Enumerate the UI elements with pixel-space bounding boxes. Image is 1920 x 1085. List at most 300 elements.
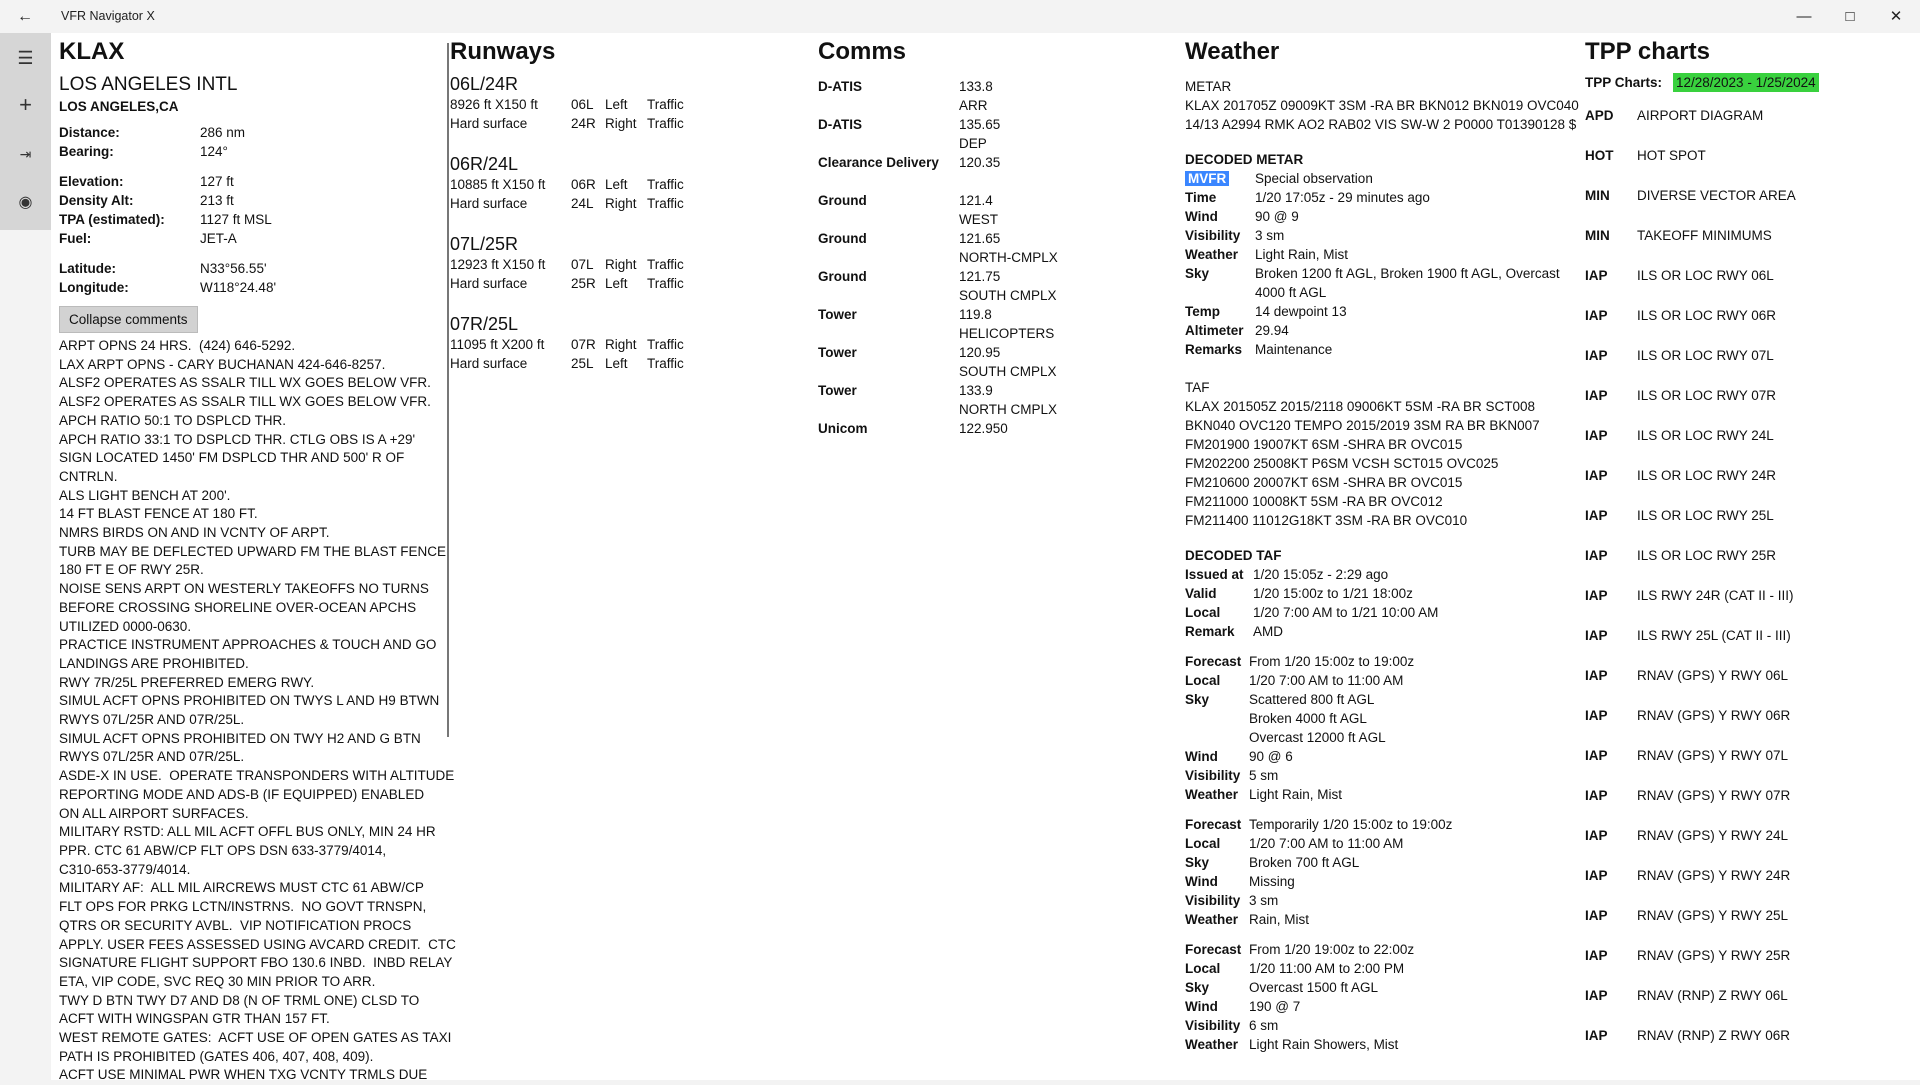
runway-dims: 12923 ft X150 ft xyxy=(450,257,546,272)
airport-ident: KLAX xyxy=(59,38,125,65)
comm-item[interactable] xyxy=(818,77,1148,115)
forecast-row xyxy=(1185,690,1585,709)
chart-type: HOT xyxy=(1585,147,1614,163)
info-value: JET-A xyxy=(200,231,237,246)
runway-id: 06R/24L xyxy=(450,154,519,174)
comm-frequency: 121.4 xyxy=(959,193,993,208)
decoded-taf-label: DECODED TAF xyxy=(1185,548,1282,563)
comment-line: APCH RATIO 50:1 TO DSPLCD THR. xyxy=(59,412,287,428)
tpp-chart-item[interactable] xyxy=(1585,895,1915,935)
info-label: Bearing: xyxy=(59,144,114,159)
comm-item[interactable] xyxy=(818,343,1148,381)
metar-decoded-row xyxy=(1185,321,1585,340)
forecast-label: Sky xyxy=(1185,692,1210,707)
forecast-label: Visibility xyxy=(1185,1018,1241,1033)
taf-field-label: Remark xyxy=(1185,624,1235,639)
tpp-chart-item[interactable] xyxy=(1585,175,1915,215)
tpp-chart-item[interactable] xyxy=(1585,255,1915,295)
info-label: Density Alt: xyxy=(59,193,134,208)
forecast-label xyxy=(1185,728,1249,747)
runway-dims: 8926 ft X150 ft xyxy=(450,97,538,112)
tpp-chart-item[interactable] xyxy=(1585,575,1915,615)
comm-frequency: 122.950 xyxy=(959,421,1008,436)
taf-field-value: AMD xyxy=(1253,624,1283,639)
taf-field-value: 1/20 15:00z to 1/21 18:00z xyxy=(1253,586,1413,601)
metar-field-label: Remarks xyxy=(1185,342,1243,357)
forecast-value: 1/20 11:00 AM to 2:00 PM xyxy=(1249,961,1405,976)
comm-item[interactable] xyxy=(818,419,1148,457)
runway-dims: 11095 ft X200 ft xyxy=(450,337,545,352)
comment-line: ACFT USE MINIMAL PWR WHEN TXG VCNTY TRMLS DUE xyxy=(59,1067,428,1083)
forecast-value: 1/20 7:00 AM to 11:00 AM xyxy=(1249,673,1404,688)
chart-name: HOT SPOT xyxy=(1637,147,1706,163)
column-divider[interactable] xyxy=(447,43,449,737)
forecast-value: Rain, Mist xyxy=(1249,912,1310,927)
metar-raw-text xyxy=(1185,96,1585,134)
comment-line: NMRS BIRDS ON AND IN VCNTY OF ARPT. xyxy=(59,525,330,541)
comm-item[interactable] xyxy=(818,115,1148,153)
forecast-label: Local xyxy=(1185,961,1221,976)
forecast-value: Broken 4000 ft AGL xyxy=(1249,711,1367,726)
runway-line xyxy=(450,255,790,274)
comment-line: TURB MAY BE DEFLECTED UPWARD FM THE BLAST FENCE xyxy=(59,543,447,559)
comm-note: HELICOPTERS xyxy=(959,326,1055,341)
info-value: W118°24.48' xyxy=(200,280,277,295)
back-arrow-icon[interactable]: ← xyxy=(17,8,33,25)
comment-line: ALS LIGHT BENCH AT 200'. xyxy=(59,487,231,503)
comm-name: Clearance Delivery xyxy=(818,155,939,170)
direct-to-icon[interactable]: ⇥ xyxy=(19,146,32,162)
comment-line: WEST REMOTE GATES: ACFT USE OF OPEN GATES AS TAXI xyxy=(59,1030,452,1046)
taf-line: FM211400 11012G18KT 3SM -RA BR OVC010 xyxy=(1185,513,1468,528)
runway-pattern-side: Right xyxy=(605,337,637,352)
runway-pattern-type: Traffic xyxy=(647,177,684,192)
forecast-value: Scattered 800 ft AGL xyxy=(1249,692,1375,707)
minimize-icon[interactable]: — xyxy=(1796,8,1812,25)
taf-forecast-period xyxy=(1185,940,1585,1054)
forecast-label: Sky xyxy=(1185,980,1210,995)
metar-decoded-row xyxy=(1185,207,1585,226)
runways-column xyxy=(450,33,790,393)
tpp-chart-item[interactable] xyxy=(1585,855,1915,895)
comment-line: SIMUL ACFT OPNS PROHIBITED ON TWY H2 AND G BTN xyxy=(59,730,421,746)
taf-line: FM210600 20007KT 6SM -SHRA BR OVC015 xyxy=(1185,475,1463,490)
comment-line: ALSF2 OPERATES AS SSALR TILL WX GOES BELOW VFR. xyxy=(59,375,431,391)
chart-type: IAP xyxy=(1585,947,1608,963)
runway-end: 07R xyxy=(571,337,596,352)
taf-raw-text xyxy=(1185,397,1585,530)
runway-line xyxy=(450,114,790,133)
taf-label: TAF xyxy=(1185,380,1210,395)
metar-field-label: Wind xyxy=(1185,209,1218,224)
chart-type: IAP xyxy=(1585,787,1608,803)
comm-note: NORTH CMPLX xyxy=(959,402,1058,417)
comment-line: UTILIZED 0000-0630. xyxy=(59,618,192,634)
comment-line: QTRS OR SECURITY AVBL. VIP NOTIFICATION PROCS xyxy=(59,917,412,933)
comm-item[interactable] xyxy=(818,153,1148,191)
comm-name: Ground xyxy=(818,193,867,208)
forecast-row xyxy=(1185,1016,1585,1035)
metar-category-desc: Special observation xyxy=(1255,171,1373,186)
forecast-row xyxy=(1185,709,1585,728)
runway-line xyxy=(450,335,790,354)
runway-end: 07L xyxy=(571,257,594,272)
forecast-row xyxy=(1185,766,1585,785)
chart-type: IAP xyxy=(1585,507,1608,523)
comm-name: Ground xyxy=(818,269,867,284)
comment-line: ALSF2 OPERATES AS SSALR TILL WX GOES BELOW VFR. xyxy=(59,394,431,410)
tpp-chart-item[interactable] xyxy=(1585,335,1915,375)
chart-type: IAP xyxy=(1585,307,1608,323)
comment-line: ETA, VIP CODE, SVC REQ 30 MIN PRIOR TO ARR. xyxy=(59,973,376,989)
chart-type: IAP xyxy=(1585,827,1608,843)
runway-pattern-type: Traffic xyxy=(647,257,684,272)
chart-name: ILS OR LOC RWY 06L xyxy=(1637,267,1774,283)
tpp-chart-item[interactable] xyxy=(1585,215,1915,255)
taf-line: FM202200 25008KT P6SM VCSH SCT015 OVC025 xyxy=(1185,456,1499,471)
metar-field-label: Temp xyxy=(1185,304,1221,319)
comm-note: SOUTH CMPLX xyxy=(959,288,1057,303)
comment-line: SIGNATURE FLIGHT SUPPORT FBO 130.6 INBD. INBD RELAY xyxy=(59,955,453,971)
window-title: VFR Navigator X xyxy=(61,9,155,23)
forecast-value: Overcast 1500 ft AGL xyxy=(1249,980,1379,995)
collapse-comments-button[interactable]: Collapse comments xyxy=(59,306,198,333)
runway-pattern-side: Left xyxy=(605,97,628,112)
metar-field-value: 29.94 xyxy=(1255,323,1289,338)
airport-city: LOS ANGELES,CA xyxy=(59,99,179,114)
runway-item[interactable] xyxy=(450,313,790,373)
forecast-row xyxy=(1185,747,1585,766)
comm-item[interactable] xyxy=(818,191,1148,229)
chart-name: RNAV (GPS) Y RWY 25L xyxy=(1637,907,1789,923)
runway-item[interactable] xyxy=(450,233,790,293)
runway-pattern-type: Traffic xyxy=(647,196,684,211)
comms-list xyxy=(818,77,1148,457)
forecast-value: From 1/20 15:00z to 19:00z xyxy=(1249,654,1415,669)
comm-frequency: 120.95 xyxy=(959,345,1001,360)
comment-line: APCH RATIO 33:1 TO DSPLCD THR. CTLG OBS IS A +29' xyxy=(59,431,416,447)
runway-pattern-side: Right xyxy=(605,196,637,211)
comment-line: REPORTING MODE AND ADS-B (IF EQUIPPED) ENABLED xyxy=(59,786,425,802)
forecast-label: Forecast xyxy=(1185,942,1242,957)
info-row xyxy=(59,172,439,191)
comment-line: RWYS 07L/25R AND 07R/25L. xyxy=(59,712,245,728)
chart-type: IAP xyxy=(1585,587,1608,603)
tpp-charts-label: TPP Charts: xyxy=(1585,75,1663,90)
metar-line: KLAX 201705Z 09009KT 3SM -RA BR BKN012 BKN019 OVC040 xyxy=(1185,98,1579,113)
metar-field-label: Altimeter xyxy=(1185,323,1244,338)
metar-decoded-list xyxy=(1185,188,1585,359)
comment-line: ASDE-X IN USE. OPERATE TRANSPONDERS WITH ALTITUDE xyxy=(59,768,455,784)
comment-line: LANDINGS ARE PROHIBITED. xyxy=(59,655,249,671)
forecast-value: Missing xyxy=(1249,874,1295,889)
close-icon[interactable]: ✕ xyxy=(1889,8,1903,25)
airport-name: LOS ANGELES INTL xyxy=(59,74,238,95)
comms-column xyxy=(818,33,1148,457)
taf-field-value: 1/20 15:05z - 2:29 ago xyxy=(1253,567,1389,582)
comm-name: Tower xyxy=(818,307,857,322)
info-label: TPA (estimated): xyxy=(59,212,165,227)
info-row xyxy=(59,123,439,142)
tpp-chart-item[interactable] xyxy=(1585,775,1915,815)
airport-info-list xyxy=(59,123,439,297)
taf-header-list xyxy=(1185,565,1585,641)
forecast-value: 5 sm xyxy=(1249,768,1279,783)
forecast-value: 6 sm xyxy=(1249,1018,1279,1033)
chart-type: APD xyxy=(1585,107,1614,123)
plus-icon[interactable]: + xyxy=(19,92,32,117)
runway-line xyxy=(450,274,790,293)
comm-item[interactable] xyxy=(818,305,1148,343)
runway-line xyxy=(450,95,790,114)
forecast-label: Visibility xyxy=(1185,768,1241,783)
decoded-metar-label: DECODED METAR xyxy=(1185,152,1304,167)
runway-pattern-type: Traffic xyxy=(647,276,684,291)
comm-frequency: 120.35 xyxy=(959,155,1001,170)
runway-id: 07R/25L xyxy=(450,314,519,334)
runway-pattern-side: Left xyxy=(605,276,628,291)
comment-line: MILITARY RSTD: ALL MIL ACFT OFFL BUS ONLY, MIN 24 HR xyxy=(59,824,436,840)
chart-name: RNAV (RNP) Z RWY 06R xyxy=(1637,1027,1791,1043)
comment-line: PPR. CTC 61 ABW/CP FLT OPS DSN 633-3779/4014, xyxy=(59,842,387,858)
forecast-value: 1/20 7:00 AM to 11:00 AM xyxy=(1249,836,1404,851)
tpp-date-range: 12/28/2023 - 1/25/2024 xyxy=(1673,73,1819,92)
title-bar xyxy=(0,0,1920,33)
chart-type: IAP xyxy=(1585,347,1608,363)
forecast-value: 190 @ 7 xyxy=(1249,999,1301,1014)
chart-name: RNAV (GPS) Y RWY 06L xyxy=(1637,667,1789,683)
tpp-chart-item[interactable] xyxy=(1585,535,1915,575)
chart-name: RNAV (GPS) Y RWY 25R xyxy=(1637,947,1791,963)
comment-line: PATH IS PROHIBITED (GATES 406, 407, 408, 409). xyxy=(59,1048,374,1064)
metar-field-value: Light Rain, Mist xyxy=(1255,247,1349,262)
forecast-row xyxy=(1185,940,1585,959)
chart-type: IAP xyxy=(1585,707,1608,723)
runway-pattern-type: Traffic xyxy=(647,116,684,131)
target-icon[interactable]: ◉ xyxy=(18,194,33,211)
chart-type: IAP xyxy=(1585,547,1608,563)
forecast-label: Wind xyxy=(1185,749,1218,764)
runway-pattern-type: Traffic xyxy=(647,356,684,371)
taf-header-row xyxy=(1185,584,1585,603)
forecast-label: Sky xyxy=(1185,855,1210,870)
forecast-row xyxy=(1185,834,1585,853)
taf-line: FM201900 19007KT 6SM -SHRA BR OVC015 xyxy=(1185,437,1463,452)
tpp-chart-item[interactable] xyxy=(1585,455,1915,495)
forecast-row xyxy=(1185,959,1585,978)
comm-note: WEST xyxy=(959,212,998,227)
tpp-chart-item[interactable] xyxy=(1585,495,1915,535)
chart-type: MIN xyxy=(1585,227,1610,243)
forecast-label: Visibility xyxy=(1185,893,1241,908)
airport-detail-page xyxy=(51,33,1920,1083)
comm-note: ARR xyxy=(959,98,988,113)
runways-heading: Runways xyxy=(450,38,556,65)
comm-name: Unicom xyxy=(818,421,868,436)
tpp-chart-item[interactable] xyxy=(1585,735,1915,775)
comm-name: D-ATIS xyxy=(818,117,862,132)
runway-end: 25L xyxy=(571,356,594,371)
runway-pattern-side: Left xyxy=(605,177,628,192)
tpp-chart-item[interactable] xyxy=(1585,415,1915,455)
comm-frequency: 121.75 xyxy=(959,269,1001,284)
chart-name: AIRPORT DIAGRAM xyxy=(1637,107,1764,123)
chart-name: ILS RWY 24R (CAT II - III) xyxy=(1637,587,1794,603)
forecast-row xyxy=(1185,785,1585,804)
info-value: N33°56.55' xyxy=(200,261,267,276)
comment-line: 14 FT BLAST FENCE AT 180 FT. xyxy=(59,506,258,522)
chart-type: IAP xyxy=(1585,667,1608,683)
chart-type: IAP xyxy=(1585,867,1608,883)
comment-line: RWY 7R/25L PREFERRED EMERG RWY. xyxy=(59,674,315,690)
comment-line: APPLY. USER FEES ASSESSED USING AVCARD CREDIT. CTC xyxy=(59,936,456,952)
taf-header-row xyxy=(1185,622,1585,641)
chart-type: IAP xyxy=(1585,907,1608,923)
runway-end: 24R xyxy=(571,116,596,131)
chart-name: RNAV (GPS) Y RWY 07R xyxy=(1637,787,1791,803)
runway-id: 06L/24R xyxy=(450,74,519,94)
info-row xyxy=(59,259,439,278)
forecast-row xyxy=(1185,853,1585,872)
comm-frequency: 135.65 xyxy=(959,117,1001,132)
info-value: 127 ft xyxy=(200,174,234,189)
runway-id: 07L/25R xyxy=(450,234,519,254)
forecast-row xyxy=(1185,910,1585,929)
comment-line: C310-653-3779/4014. xyxy=(59,861,191,877)
chart-name: ILS OR LOC RWY 25R xyxy=(1637,547,1777,563)
metar-field-value: 14 dewpoint 13 xyxy=(1255,304,1347,319)
chart-name: TAKEOFF MINIMUMS xyxy=(1637,227,1772,243)
forecast-value: Broken 700 ft AGL xyxy=(1249,855,1360,870)
metar-decoded-row xyxy=(1185,226,1585,245)
tpp-chart-item[interactable] xyxy=(1585,135,1915,175)
runway-end: 25R xyxy=(571,276,596,291)
taf-field-value: 1/20 7:00 AM to 1/21 10:00 AM xyxy=(1253,605,1439,620)
runway-item[interactable] xyxy=(450,73,790,133)
chart-name: RNAV (GPS) Y RWY 24R xyxy=(1637,867,1791,883)
tpp-chart-item[interactable] xyxy=(1585,975,1915,1015)
forecast-row xyxy=(1185,997,1585,1016)
info-row xyxy=(59,142,439,161)
runway-end: 06L xyxy=(571,97,594,112)
metar-decoded-row xyxy=(1185,245,1585,264)
metar-decoded-row xyxy=(1185,340,1585,359)
metar-field-label: Sky xyxy=(1185,266,1210,281)
forecast-row xyxy=(1185,872,1585,891)
comment-line: BEFORE CROSSING SHORELINE OVER-OCEAN APCHS xyxy=(59,599,417,615)
chart-name: ILS OR LOC RWY 07L xyxy=(1637,347,1774,363)
chart-name: RNAV (RNP) Z RWY 06L xyxy=(1637,987,1788,1003)
info-row xyxy=(59,278,439,297)
metar-field-value: 3 sm xyxy=(1255,228,1285,243)
tpp-column xyxy=(1585,33,1915,1055)
taf-line: KLAX 201505Z 2015/2118 09006KT 5SM -RA BR SCT008 xyxy=(1185,399,1535,414)
forecast-label: Weather xyxy=(1185,1037,1239,1052)
comm-frequency: 121.65 xyxy=(959,231,1001,246)
forecast-value: Light Rain Showers, Mist xyxy=(1249,1037,1399,1052)
metar-field-label: Visibility xyxy=(1185,228,1241,243)
taf-line: BKN040 OVC120 TEMPO 2015/2019 3SM RA BR BKN007 xyxy=(1185,418,1540,433)
chart-name: DIVERSE VECTOR AREA xyxy=(1637,187,1796,203)
chart-type: IAP xyxy=(1585,267,1608,283)
runway-pattern-side: Right xyxy=(605,116,637,131)
forecast-label: Local xyxy=(1185,836,1221,851)
weather-column xyxy=(1185,33,1585,1054)
comm-name: Tower xyxy=(818,383,857,398)
hamburger-menu-icon[interactable]: ☰ xyxy=(17,48,34,68)
forecast-row xyxy=(1185,652,1585,671)
chart-name: RNAV (GPS) Y RWY 24L xyxy=(1637,827,1789,843)
tpp-chart-item[interactable] xyxy=(1585,935,1915,975)
tpp-chart-item[interactable] xyxy=(1585,615,1915,655)
info-row xyxy=(59,191,439,210)
comm-item[interactable] xyxy=(818,381,1148,419)
taf-field-label: Local xyxy=(1185,605,1221,620)
tpp-chart-item[interactable] xyxy=(1585,375,1915,415)
comm-frequency: 119.8 xyxy=(959,307,992,322)
runway-surface: Hard surface xyxy=(450,276,528,291)
forecast-label: Wind xyxy=(1185,874,1218,889)
forecast-value: Light Rain, Mist xyxy=(1249,787,1343,802)
tpp-chart-item[interactable] xyxy=(1585,1015,1915,1055)
tpp-chart-item[interactable] xyxy=(1585,95,1915,135)
comment-line: MILITARY AF: ALL MIL AIRCREWS MUST CTC 61 ABW/CP xyxy=(59,880,424,896)
chart-type: MIN xyxy=(1585,187,1610,203)
comm-note: SOUTH CMPLX xyxy=(959,364,1057,379)
tpp-chart-item[interactable] xyxy=(1585,695,1915,735)
comment-line: ARPT OPNS 24 HRS. (424) 646-5292. xyxy=(59,338,296,353)
forecast-label: Weather xyxy=(1185,912,1239,927)
forecast-label: Forecast xyxy=(1185,817,1242,832)
comment-line: SIGN LOCATED 1450' FM DSPLCD THR AND 500' R OF xyxy=(59,450,405,466)
runway-item[interactable] xyxy=(450,153,790,213)
tpp-chart-item[interactable] xyxy=(1585,655,1915,695)
taf-forecast-period xyxy=(1185,815,1585,929)
runway-surface: Hard surface xyxy=(450,116,528,131)
info-value: 1127 ft MSL xyxy=(200,212,272,227)
runway-end: 24L xyxy=(571,196,594,211)
maximize-icon[interactable]: □ xyxy=(1845,8,1855,25)
comm-note: NORTH-CMPLX xyxy=(959,250,1058,265)
airport-info-column xyxy=(59,33,456,1085)
chart-type: IAP xyxy=(1585,987,1608,1003)
info-label: Fuel: xyxy=(59,231,92,246)
comms-heading: Comms xyxy=(818,38,907,65)
forecast-value: 3 sm xyxy=(1249,893,1279,908)
forecast-value: Overcast 12000 ft AGL xyxy=(1249,730,1386,745)
airport-comments xyxy=(59,337,456,1085)
tpp-chart-item[interactable] xyxy=(1585,295,1915,335)
chart-name: ILS OR LOC RWY 07R xyxy=(1637,387,1777,403)
comment-line: ON ALL AIRPORT SURFACES. xyxy=(59,805,249,821)
metar-decoded-row xyxy=(1185,302,1585,321)
forecast-row xyxy=(1185,815,1585,834)
tpp-chart-item[interactable] xyxy=(1585,815,1915,855)
comm-item[interactable] xyxy=(818,229,1148,267)
runway-pattern-type: Traffic xyxy=(647,337,684,352)
info-label: Longitude: xyxy=(59,280,129,295)
chart-name: ILS RWY 25L (CAT II - III) xyxy=(1637,627,1791,643)
metar-field-value: 90 @ 9 xyxy=(1255,209,1299,224)
weather-heading: Weather xyxy=(1185,38,1280,65)
chart-name: ILS OR LOC RWY 24L xyxy=(1637,427,1774,443)
chart-type: IAP xyxy=(1585,467,1608,483)
comm-item[interactable] xyxy=(818,267,1148,305)
info-label: Latitude: xyxy=(59,261,116,276)
comment-line: FLT OPS FOR PRKG LCTN/INSTRNS. NO GOVT TRNSPN, xyxy=(59,899,427,915)
runway-pattern-type: Traffic xyxy=(647,97,684,112)
forecast-value: From 1/20 19:00z to 22:00z xyxy=(1249,942,1415,957)
